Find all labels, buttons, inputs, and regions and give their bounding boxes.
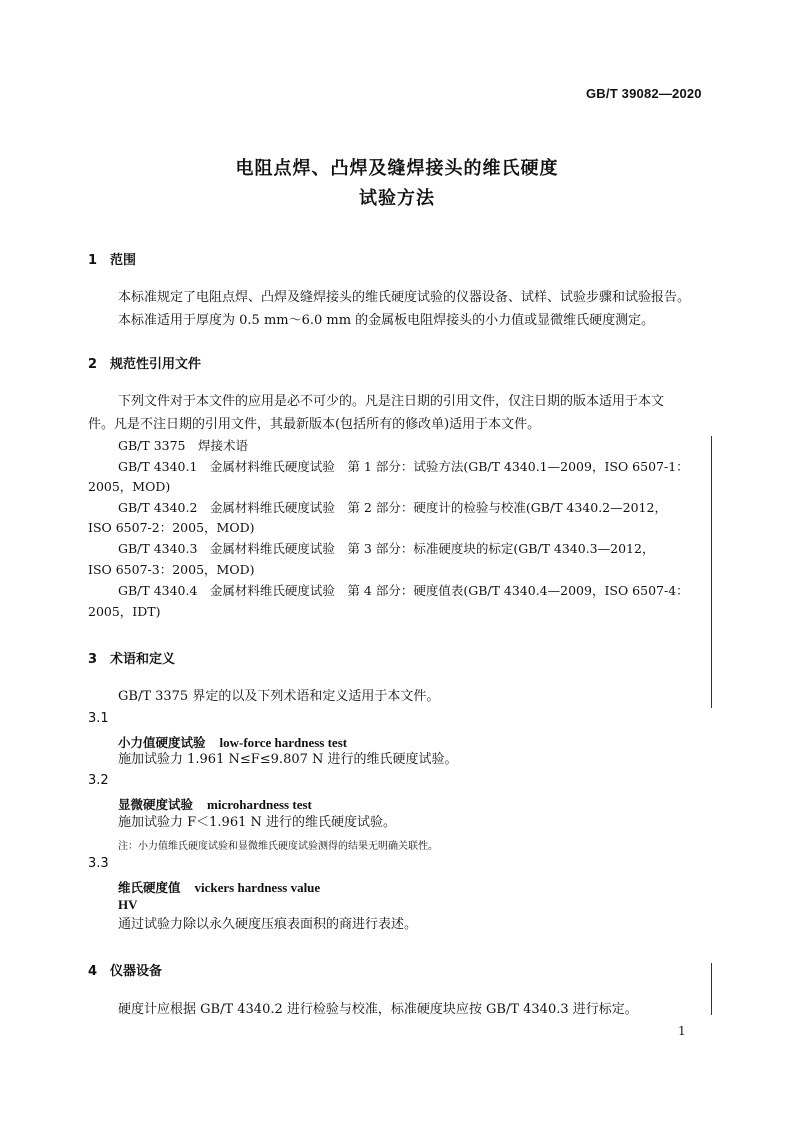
document-title-line2: 试验方法 [359, 188, 435, 209]
term-chinese: 小力值硬度试验 [118, 735, 206, 750]
section-2-intro-line1: 下列文件对于本文件的应用是必不可少的。凡是注日期的引用文件，仅注日期的版本适用于本文 [118, 394, 665, 409]
section-3-heading [88, 648, 175, 667]
section-1-paragraph-1: 本标准规定了电阻点焊、凸焊及缝焊接头的维氏硬度试验的仪器设备、试样、试验步骤和试验报告。 [118, 290, 691, 305]
page-number: 1 [678, 1024, 686, 1038]
section-4-paragraph-1: 硬度计应根据 GB/T 4340.2 进行检验与校准，标准硬度块应按 GB/T 4340.3 进行标定。 [118, 1002, 638, 1017]
section-2-intro-line2: 件。凡是不注日期的引用文件，其最新版本(包括所有的修改单)适用于本文件。 [88, 417, 541, 432]
term-number: 3.2 [88, 773, 109, 788]
reference-item: GB/T 4340.1 金属材料维氏硬度试验 第 1 部分：试验方法(GB/T 4340.1—2009，ISO 6507-1： [118, 459, 689, 474]
reference-item-continuation: 2005，IDT) [88, 604, 161, 619]
term-number: 3.3 [88, 856, 109, 871]
reference-item-continuation: ISO 6507-2：2005，MOD) [88, 520, 255, 535]
change-bar [711, 963, 712, 1015]
section-title: 规范性引用文件 [110, 357, 202, 372]
reference-item: GB/T 4340.4 金属材料维氏硬度试验 第 4 部分：硬度值表(GB/T 4340.4—2009，ISO 6507-4： [118, 583, 689, 598]
term-definition: 施加试验力 F＜1.961 N 进行的维氏硬度试验。 [118, 815, 397, 830]
section-title: 范围 [110, 253, 137, 268]
term-heading [118, 877, 320, 896]
term-english: low-force hardness test [219, 735, 348, 750]
section-number: 4 [88, 964, 98, 979]
change-bar [711, 436, 712, 708]
term-abbreviation: HV [118, 897, 138, 912]
term-english: microhardness test [207, 797, 312, 812]
term-chinese: 维氏硬度值 [118, 880, 181, 895]
term-number: 3.1 [88, 711, 109, 726]
document-title-line1: 电阻点焊、凸焊及缝焊接头的维氏硬度 [235, 158, 559, 179]
section-1-heading [88, 249, 136, 268]
term-heading [118, 732, 347, 751]
term-heading [118, 794, 312, 813]
section-3-intro: GB/T 3375 界定的以及下列术语和定义适用于本文件。 [118, 689, 440, 704]
term-definition: 施加试验力 1.961 N≤F≤9.807 N 进行的维氏硬度试验。 [118, 752, 458, 767]
reference-item: GB/T 4340.2 金属材料维氏硬度试验 第 2 部分：硬度计的检验与校准(GB/T 4340.2—2012， [118, 500, 667, 515]
standard-number: GB/T 39082—2020 [586, 86, 702, 101]
section-title: 仪器设备 [110, 964, 163, 979]
section-2-heading [88, 353, 201, 372]
section-4-heading [88, 960, 162, 979]
term-definition: 通过试验力除以永久硬度压痕表面积的商进行表述。 [118, 917, 418, 932]
section-number: 3 [88, 652, 98, 667]
reference-item: GB/T 4340.3 金属材料维氏硬度试验 第 3 部分：标准硬度块的标定(GB/T 4340.3—2012， [118, 541, 655, 556]
term-note: 注：小力值维氏硬度试验和显微维氏硬度试验测得的结果无明确关联性。 [118, 841, 438, 852]
section-title: 术语和定义 [110, 652, 176, 667]
section-1-paragraph-2: 本标准适用于厚度为 0.5 mm～6.0 mm 的金属板电阻焊接头的小力值或显微维氏硬度测定。 [118, 313, 655, 328]
section-number: 1 [88, 253, 98, 268]
section-number: 2 [88, 357, 98, 372]
reference-item-continuation: ISO 6507-3：2005，MOD) [88, 562, 255, 577]
term-english: vickers hardness value [194, 880, 321, 895]
reference-item: GB/T 3375 焊接术语 [118, 438, 249, 453]
reference-item-continuation: 2005，MOD) [88, 479, 171, 494]
term-chinese: 显微硬度试验 [118, 797, 194, 812]
